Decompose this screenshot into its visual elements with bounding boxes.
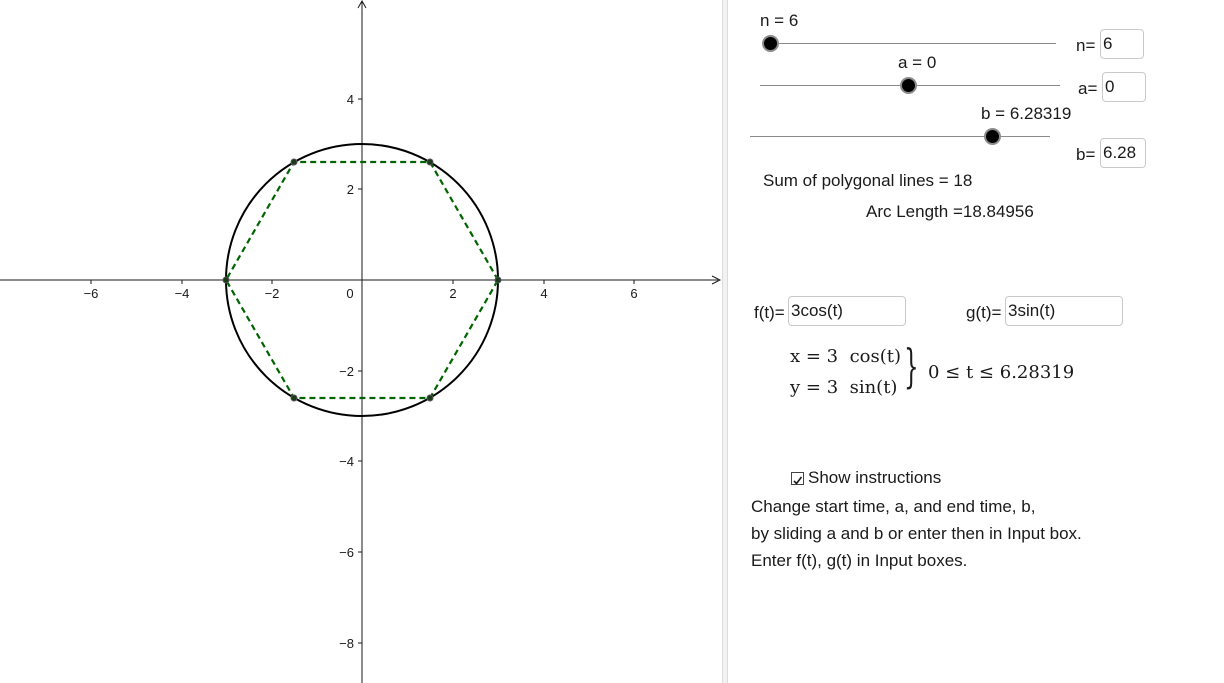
instructions-line-2: by sliding a and b or enter then in Input box.: [751, 524, 1082, 543]
instructions-line-3: Enter f(t), g(t) in Input boxes.: [751, 551, 968, 570]
parametric-brace: }: [904, 339, 919, 393]
input-n-label: n=: [1076, 36, 1096, 55]
parametric-y-equation: y = 3 sin(t): [790, 377, 898, 398]
input-g-label: g(t)=: [966, 303, 1002, 322]
y-tick-label: −8: [339, 636, 354, 651]
y-tick-label: −2: [339, 364, 354, 379]
slider-n-label: n = 6: [760, 11, 799, 30]
input-b-field[interactable]: [1100, 138, 1146, 168]
origin-label: 0: [346, 286, 354, 301]
slider-b-knob[interactable]: [984, 128, 1001, 145]
arc-length-text: Arc Length =18.84956: [866, 202, 1034, 221]
y-tick-label: −6: [339, 545, 354, 560]
slider-b-label: b = 6.28319: [981, 104, 1072, 123]
parametric-x-equation: x = 3 cos(t): [790, 346, 902, 367]
checkmark-icon: [792, 475, 803, 486]
polygon-vertex[interactable]: [223, 277, 229, 283]
slider-n-knob[interactable]: [762, 35, 779, 52]
slider-n-track[interactable]: [762, 43, 1056, 44]
x-tick-label: 4: [540, 286, 548, 301]
polygon-vertex[interactable]: [291, 159, 297, 165]
controls-panel: [728, 0, 1224, 683]
input-f-label: f(t)=: [754, 303, 785, 322]
input-n-field[interactable]: [1100, 29, 1144, 59]
y-tick-label: 4: [346, 92, 354, 107]
slider-b-track[interactable]: [750, 136, 1050, 137]
x-tick-label: −6: [83, 286, 99, 301]
polygonal-sum-text: Sum of polygonal lines = 18: [763, 171, 973, 190]
input-b-label: b=: [1076, 145, 1096, 164]
x-tick-label: 2: [449, 286, 457, 301]
input-f-field[interactable]: [788, 296, 906, 326]
input-g-field[interactable]: [1005, 296, 1123, 326]
show-instructions-label[interactable]: Show instructions: [808, 468, 942, 487]
instructions-line-1: Change start time, a, and end time, b,: [751, 497, 1036, 516]
y-tick-label: −4: [339, 454, 354, 469]
y-tick-label: 2: [346, 182, 354, 197]
x-tick-label: −2: [264, 286, 280, 301]
x-tick-label: −4: [174, 286, 190, 301]
input-a-field[interactable]: [1102, 72, 1146, 102]
polygon-vertex[interactable]: [427, 395, 433, 401]
parametric-t-range: 0 ≤ t ≤ 6.28319: [928, 362, 1075, 383]
polygon-vertex[interactable]: [291, 395, 297, 401]
show-instructions-checkbox[interactable]: [791, 472, 804, 485]
slider-a-label: a = 0: [898, 53, 937, 72]
polygon-vertex[interactable]: [495, 277, 501, 283]
slider-a-knob[interactable]: [900, 77, 917, 94]
input-a-label: a=: [1078, 79, 1098, 98]
polygon-vertex[interactable]: [427, 159, 433, 165]
x-tick-label: 6: [630, 286, 638, 301]
